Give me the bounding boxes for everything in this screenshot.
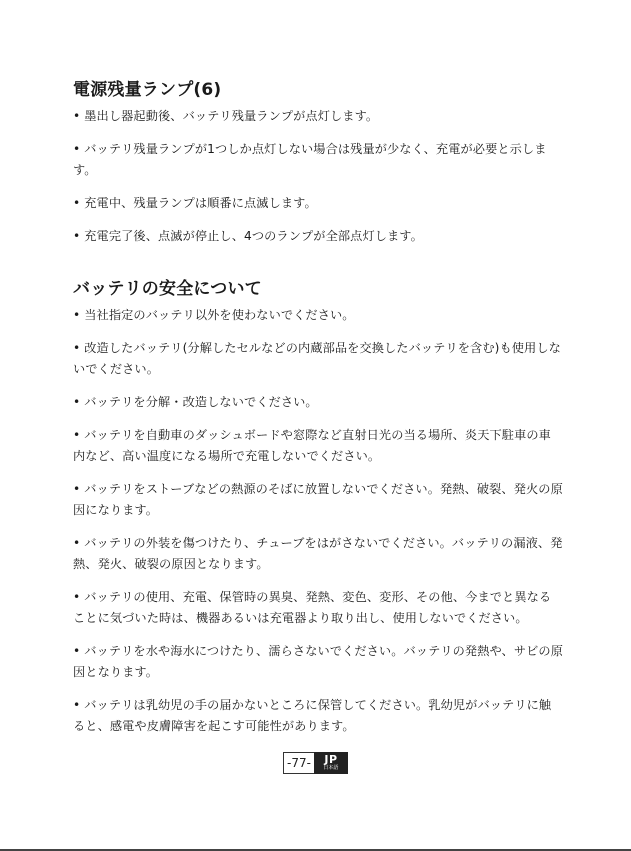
page-content (73, 78, 563, 737)
section-title-battery-level: 電源残量ランプ(6) (73, 80, 222, 100)
language-name: 日本語 (323, 765, 339, 771)
list-item: • バッテリをストーブなどの熱源のそばに放置しないでください。発熱、破裂、発火の原因になります。 (73, 482, 563, 517)
section-title-battery-safety: バッテリの安全について (73, 279, 262, 299)
list-item: • バッテリを自動車のダッシュボードや窓際など直射日光の当る場所、炎天下駐車の車内など、高い温度になる場所で充電しないでください。 (73, 428, 551, 463)
list-item: • バッテリ残量ランプが1つしか点灯しない場合は残量が少なく、充電が必要と示します。 (73, 142, 547, 177)
list-item: • 当社指定のバッテリ以外を使わないでください。 (73, 308, 355, 322)
list-item: • 改造したバッテリ(分解したセルなどの内蔵部品を交換したバッテリを含む)も使用しないでください。 (73, 341, 561, 376)
list-item: • バッテリの使用、充電、保管時の異臭、発熱、変色、変形、その他、今までと異なることに気づいた時は、機器あるいは充電器より取り出し、使用しないでください。 (73, 590, 552, 625)
page-number: -77- (283, 752, 314, 774)
list-item: • バッテリを水や海水につけたり、濡らさないでください。バッテリの発熱や、サビの原因となります。 (73, 644, 563, 679)
list-item: • 充電完了後、点滅が停止し、4つのランプが全部点灯します。 (73, 229, 423, 243)
list-item: • 墨出し器起動後、バッテリ残量ランプが点灯します。 (73, 109, 379, 123)
list-item: • バッテリの外装を傷つけたり、チューブをはがさないでください。バッテリの漏液、発熱、発火、破裂の原因となります。 (73, 536, 563, 571)
list-item: • 充電中、残量ランプは順番に点滅します。 (73, 196, 317, 210)
list-item: • バッテリを分解・改造しないでください。 (73, 395, 318, 409)
battery-safety-section (73, 277, 563, 737)
list-item: • バッテリは乳幼児の手の届かないところに保管してください。乳幼児がバッテリに触ると、感電や皮膚障害を起こす可能性があります。 (73, 698, 552, 733)
language-code: JP (324, 753, 338, 766)
page-footer (283, 752, 348, 774)
battery-level-section (73, 78, 563, 247)
language-badge (314, 752, 348, 774)
